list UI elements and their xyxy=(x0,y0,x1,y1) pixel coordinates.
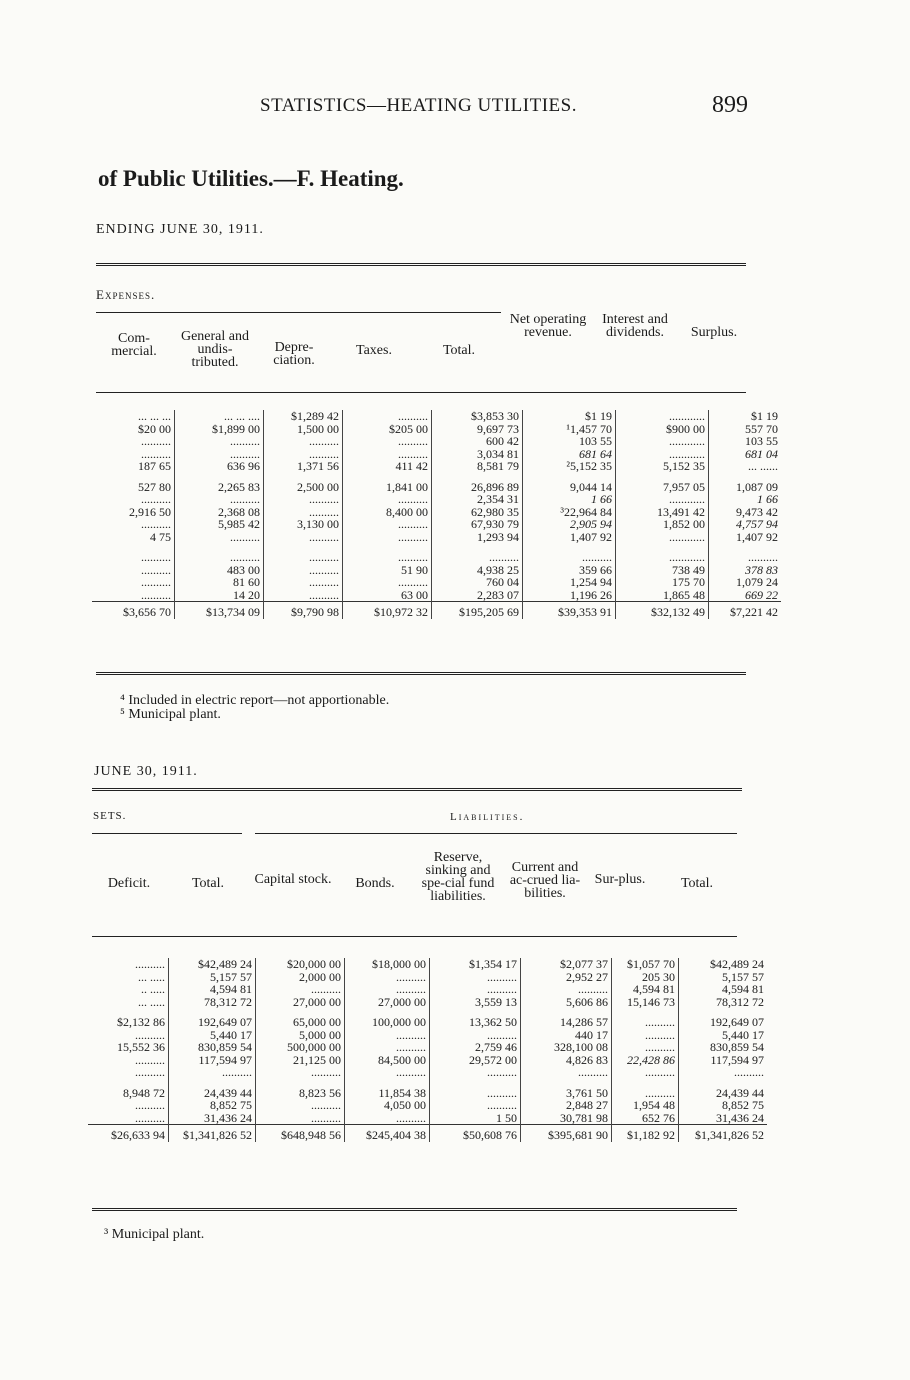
expenses-label: Expenses. xyxy=(96,287,156,302)
table-cell: 192,649 07 xyxy=(169,1008,256,1029)
table-cell: 359 66 xyxy=(523,564,616,577)
table-cell: .......... xyxy=(343,448,432,461)
table-cell: .......... xyxy=(92,435,175,448)
table-cell: 27,000 00 xyxy=(256,996,345,1009)
table-cell: .......... xyxy=(256,1112,345,1125)
table-cell: 4,938 25 xyxy=(432,564,523,577)
table-cell: $195,205 69 xyxy=(432,602,523,619)
table-cell: 1,500 00 xyxy=(264,423,343,436)
col-capital-stock: Capital stock. xyxy=(254,872,332,887)
table-cell: 81 60 xyxy=(175,576,264,589)
table-row xyxy=(92,473,781,494)
table-cell: .......... xyxy=(523,543,616,564)
table-cell: 117,594 97 xyxy=(710,1052,764,1067)
table-cell: 1,293 94 xyxy=(432,531,523,544)
table-cell: 205 30 xyxy=(612,971,679,984)
table-cell: .......... xyxy=(521,983,612,996)
table-cell: $245,404 38 xyxy=(345,1125,430,1142)
table-cell: 2,283 07 xyxy=(432,589,523,602)
table-cell: 1,407 92 xyxy=(736,529,778,544)
table-cell: $42,489 24 xyxy=(710,957,764,971)
table-cell: $10,972 32 xyxy=(343,602,432,619)
table-cell: 21,125 00 xyxy=(256,1054,345,1067)
table-cell: 2,848 27 xyxy=(521,1099,612,1112)
col-net-operating: Net operating revenue. xyxy=(509,312,587,340)
table-cell: 411 42 xyxy=(343,460,432,473)
table-cell: .. ..... xyxy=(88,983,169,996)
table-cell: 1,841 00 xyxy=(343,473,432,494)
table-cell: 4,050 00 xyxy=(345,1099,430,1112)
col-commercial: Com-mercial. xyxy=(111,331,157,359)
table-cell: 5,440 17 xyxy=(722,1027,764,1042)
table-row xyxy=(88,1066,767,1079)
table-cell: .......... xyxy=(345,1112,430,1125)
table-cell: $1,341,826 52 xyxy=(679,1125,768,1142)
table-cell: $1,341,826 52 xyxy=(169,1125,256,1142)
col-surplus-liab: Sur-plus. xyxy=(594,872,646,887)
table-cell: 62,980 35 xyxy=(432,506,523,519)
table-cell: .......... xyxy=(264,543,343,564)
footnote-5: ⁵ Municipal plant. xyxy=(120,707,221,722)
table-cell: $18,000 00 xyxy=(345,958,430,971)
table-row xyxy=(92,543,781,564)
table-cell: .......... xyxy=(92,564,175,577)
table-cell: .......... xyxy=(92,589,175,602)
col-bonds: Bonds. xyxy=(355,876,395,891)
table-cell: 483 00 xyxy=(175,564,264,577)
table-cell: $3,656 70 xyxy=(92,602,175,619)
table-cell: $648,948 56 xyxy=(256,1125,345,1142)
table-cell: 760 04 xyxy=(432,576,523,589)
table-cell: ... ...... xyxy=(748,459,778,473)
balance-table xyxy=(88,958,767,1142)
table-cell: .......... xyxy=(256,1099,345,1112)
assets-label: SETS. xyxy=(93,810,127,822)
table-row xyxy=(92,589,781,602)
table-cell: $2,132 86 xyxy=(88,1008,169,1029)
table-cell: 4,594 81 xyxy=(612,983,679,996)
table-cell: 1,087 09 xyxy=(736,479,778,494)
table-cell: 2,500 00 xyxy=(264,473,343,494)
table-cell: 4,757 94 xyxy=(736,517,778,531)
table-cell: .......... xyxy=(430,1099,521,1112)
table-row xyxy=(92,576,781,589)
table-cell: .......... xyxy=(264,506,343,519)
table-cell: $26,633 94 xyxy=(88,1125,169,1142)
table-cell: 31,436 24 xyxy=(169,1112,256,1125)
table-cell: .......... xyxy=(345,1029,430,1042)
table-cell: 9,473 42 xyxy=(736,504,778,519)
table-cell: ³22,964 84 xyxy=(523,506,616,519)
table-cell: 669 22 xyxy=(745,587,778,602)
table-cell: .......... xyxy=(343,531,432,544)
bottom-double-rule xyxy=(92,788,742,794)
table-cell: 1,079 24 xyxy=(736,575,778,589)
table-cell: 8,823 56 xyxy=(256,1079,345,1100)
table-cell: ............ xyxy=(616,531,709,544)
table-cell: .......... xyxy=(92,543,175,564)
table-cell: 2,265 83 xyxy=(175,473,264,494)
table-cell: ............ xyxy=(616,435,709,448)
table-cell: .......... xyxy=(256,983,345,996)
table-cell: 8,581 79 xyxy=(432,460,523,473)
table-cell: .......... xyxy=(92,493,175,506)
table-cell: ............ xyxy=(616,448,709,461)
table-cell: $39,353 91 xyxy=(523,602,616,619)
header-bottom-rule xyxy=(96,392,746,393)
subtitle-bottom: JUNE 30, 1911. xyxy=(94,764,198,779)
table-row xyxy=(92,531,781,544)
table-cell: 30,781 98 xyxy=(521,1112,612,1125)
col-deficit: Deficit. xyxy=(107,876,151,891)
table-cell: .......... xyxy=(748,550,778,564)
top-double-rule xyxy=(96,263,746,269)
liabilities-rule xyxy=(255,833,737,834)
table-cell: ... ... ... xyxy=(92,410,175,423)
table-cell: 527 80 xyxy=(92,473,175,494)
table-cell: 22,428 86 xyxy=(612,1054,679,1067)
top-table-end-rule xyxy=(96,672,746,678)
page-number: 899 xyxy=(712,92,748,118)
table-cell: 9,044 14 xyxy=(523,473,616,494)
table-cell: $1,182 92 xyxy=(612,1125,679,1142)
table-cell: 67,930 79 xyxy=(432,518,523,531)
table-row xyxy=(88,1008,767,1029)
table-cell: .......... xyxy=(175,435,264,448)
table-cell: 1,852 00 xyxy=(616,518,709,531)
table-cell: .......... xyxy=(612,1029,679,1042)
table-cell: .......... xyxy=(430,1029,521,1042)
totals-row xyxy=(92,602,781,619)
table-cell: .......... xyxy=(88,1066,169,1079)
table-cell: $1,057 70 xyxy=(612,958,679,971)
col-general: General and undis-tributed. xyxy=(180,329,250,370)
table-row xyxy=(88,1041,767,1054)
table-cell: .......... xyxy=(88,1029,169,1042)
table-cell: .......... xyxy=(264,589,343,602)
table-cell: .......... xyxy=(264,448,343,461)
col-reserve: Reserve, sinking and spe-cial fund liabilities. xyxy=(421,850,495,904)
table-cell: 63 00 xyxy=(343,589,432,602)
table-cell: 1,371 56 xyxy=(264,460,343,473)
table-cell: 78,312 72 xyxy=(716,994,764,1009)
table-cell: .......... xyxy=(345,1066,430,1079)
table-cell: 175 70 xyxy=(616,576,709,589)
table-cell: $1 19 xyxy=(523,410,616,423)
table-cell: 2,952 27 xyxy=(521,971,612,984)
table-cell: 5,152 35 xyxy=(616,460,709,473)
table-cell: 5,157 57 xyxy=(169,971,256,984)
footnote-3: ³ Municipal plant. xyxy=(104,1227,205,1242)
col-surplus: Surplus. xyxy=(690,325,738,340)
table-cell: 328,100 08 xyxy=(521,1041,612,1054)
table-cell: 117,594 97 xyxy=(169,1054,256,1067)
table-cell: .......... xyxy=(343,576,432,589)
table-cell: 1,865 48 xyxy=(616,589,709,602)
table-cell: 4,594 81 xyxy=(169,983,256,996)
table-cell: $2,077 37 xyxy=(521,958,612,971)
table-cell: .......... xyxy=(430,971,521,984)
table-cell: $205 00 xyxy=(343,423,432,436)
table-cell: 15,146 73 xyxy=(612,996,679,1009)
table-cell: .......... xyxy=(345,971,430,984)
table-cell: $20 00 xyxy=(92,423,175,436)
table-cell: .......... xyxy=(612,1041,679,1054)
table-cell: $13,734 09 xyxy=(175,602,264,619)
table-cell: 192,649 07 xyxy=(710,1015,764,1029)
table-cell: $42,489 24 xyxy=(169,958,256,971)
table-cell: 1,954 48 xyxy=(612,1099,679,1112)
table-cell: .......... xyxy=(175,493,264,506)
table-cell: $9,790 98 xyxy=(264,602,343,619)
table-cell: 24,439 44 xyxy=(716,1085,764,1100)
table-cell: 636 96 xyxy=(175,460,264,473)
table-cell: 11,854 38 xyxy=(345,1079,430,1100)
table-cell: .......... xyxy=(734,1065,764,1079)
table-cell: 3,761 50 xyxy=(521,1079,612,1100)
table-cell: 500,000 00 xyxy=(256,1041,345,1054)
table-cell: .......... xyxy=(264,493,343,506)
table-cell: 1 66 xyxy=(757,492,778,506)
table-cell: .......... xyxy=(88,1112,169,1125)
table-cell: 7,957 05 xyxy=(616,473,709,494)
table-cell: 78,312 72 xyxy=(169,996,256,1009)
table-cell: 187 65 xyxy=(92,460,175,473)
table-cell: .......... xyxy=(175,543,264,564)
table-cell: 600 42 xyxy=(432,435,523,448)
table-cell: $1,354 17 xyxy=(430,958,521,971)
bottom-table-end-rule xyxy=(92,1208,737,1214)
table-cell: .......... xyxy=(430,1079,521,1100)
table-cell: .......... xyxy=(343,518,432,531)
table-cell: 65,000 00 xyxy=(256,1008,345,1029)
table-row xyxy=(88,983,767,996)
liabilities-label: Liabilities. xyxy=(450,811,525,823)
table-cell: 681 64 xyxy=(523,448,616,461)
table-cell: .......... xyxy=(521,1066,612,1079)
table-cell: 652 76 xyxy=(612,1112,679,1125)
table-cell: 2,000 00 xyxy=(256,971,345,984)
table-cell: 738 49 xyxy=(616,564,709,577)
table-cell: .......... xyxy=(343,410,432,423)
table-cell: 2,368 08 xyxy=(175,506,264,519)
table-cell: 2,759 46 xyxy=(430,1041,521,1054)
table-row xyxy=(92,435,781,448)
table-cell: 2,916 50 xyxy=(92,506,175,519)
subtitle-top: ENDING JUNE 30, 1911. xyxy=(96,222,264,237)
section-title: of Public Utilities.—F. Heating. xyxy=(98,166,404,191)
col-taxes: Taxes. xyxy=(356,343,392,358)
totals-row xyxy=(88,1125,767,1142)
table-cell: 4,594 81 xyxy=(722,982,764,996)
table-cell: 84,500 00 xyxy=(345,1054,430,1067)
table-cell: .......... xyxy=(169,1066,256,1079)
table-cell: .......... xyxy=(264,435,343,448)
footnote-4: ⁴ Included in electric report—not apportionable. xyxy=(120,693,390,708)
table-row xyxy=(92,493,781,506)
table-cell: 29,572 00 xyxy=(430,1054,521,1067)
table-cell: 14,286 57 xyxy=(521,1008,612,1029)
table-row xyxy=(88,1079,767,1100)
table-cell: .......... xyxy=(343,435,432,448)
table-cell: .......... xyxy=(92,518,175,531)
table-cell: .......... xyxy=(175,448,264,461)
table-cell: .......... xyxy=(88,1099,169,1112)
table-cell: .......... xyxy=(88,958,169,971)
table-cell: 14 20 xyxy=(175,589,264,602)
table-cell: 27,000 00 xyxy=(345,996,430,1009)
table-cell: .......... xyxy=(92,448,175,461)
table-cell: 13,491 42 xyxy=(616,506,709,519)
table-cell: 1,407 92 xyxy=(523,531,616,544)
table-cell: .......... xyxy=(264,531,343,544)
table-cell: 1,254 94 xyxy=(523,576,616,589)
table-cell: $3,853 30 xyxy=(432,410,523,423)
table-cell: .......... xyxy=(264,564,343,577)
table-cell: ............ xyxy=(616,493,709,506)
table-cell: 3,130 00 xyxy=(264,518,343,531)
table-cell: 8,852 75 xyxy=(169,1099,256,1112)
expenses-table xyxy=(92,410,781,619)
running-title: STATISTICS—HEATING UTILITIES. xyxy=(260,95,577,116)
table-cell: 13,362 50 xyxy=(430,1008,521,1029)
table-cell: 681 04 xyxy=(745,446,778,461)
table-cell: 5,157 57 xyxy=(722,969,764,984)
table-cell: .......... xyxy=(430,983,521,996)
table-row xyxy=(88,996,767,1009)
table-cell: ¹1,457 70 xyxy=(523,423,616,436)
table-cell: ... ..... xyxy=(88,996,169,1009)
table-cell: .......... xyxy=(612,1066,679,1079)
table-cell: 1,196 26 xyxy=(523,589,616,602)
table-cell: 4 75 xyxy=(92,531,175,544)
table-cell: 830,859 54 xyxy=(710,1040,764,1054)
table-cell: $395,681 90 xyxy=(521,1125,612,1142)
table-cell: 5,606 86 xyxy=(521,996,612,1009)
table-cell: 8,852 75 xyxy=(722,1098,764,1112)
table-cell: 378 83 xyxy=(745,562,778,577)
table-cell: 51 90 xyxy=(343,564,432,577)
expenses-rule xyxy=(96,312,501,313)
table-cell: .......... xyxy=(612,1079,679,1100)
table-cell: .......... xyxy=(175,531,264,544)
table-row xyxy=(92,410,781,423)
table-cell: 103 55 xyxy=(523,435,616,448)
table-cell: 557 70 xyxy=(745,421,778,436)
table-cell: 9,697 73 xyxy=(432,423,523,436)
table-cell: $1,899 00 xyxy=(175,423,264,436)
table-cell: 8,400 00 xyxy=(343,506,432,519)
table-row xyxy=(92,518,781,531)
table-cell: 5,985 42 xyxy=(175,518,264,531)
col-total-liab: Total. xyxy=(680,876,714,891)
table-cell: .......... xyxy=(345,983,430,996)
table-cell: .......... xyxy=(345,1041,430,1054)
table-cell: $50,608 76 xyxy=(430,1125,521,1142)
table-cell: 5,000 00 xyxy=(256,1029,345,1042)
table-row xyxy=(88,1112,767,1125)
table-cell: 3,559 13 xyxy=(430,996,521,1009)
table-cell: $7,221 42 xyxy=(709,602,782,619)
table-cell: $1 19 xyxy=(751,409,778,423)
table-cell: 3,034 81 xyxy=(432,448,523,461)
table-cell: $1,289 42 xyxy=(264,410,343,423)
table-cell: 830,859 54 xyxy=(169,1041,256,1054)
table-cell: 2,354 31 xyxy=(432,493,523,506)
table-cell: 24,439 44 xyxy=(169,1079,256,1100)
table-cell: $32,132 49 xyxy=(616,602,709,619)
table-cell: 31,436 24 xyxy=(716,1110,764,1125)
table-cell: .......... xyxy=(343,493,432,506)
table-cell: 2,905 94 xyxy=(523,518,616,531)
col-depreciation: Depre-ciation. xyxy=(273,340,315,368)
table-cell: ²5,152 35 xyxy=(523,460,616,473)
table-cell: 15,552 36 xyxy=(88,1041,169,1054)
table-cell: .......... xyxy=(432,543,523,564)
table-row xyxy=(88,958,767,971)
assets-rule xyxy=(92,833,242,834)
table-cell: ... ... .... xyxy=(175,410,264,423)
table-cell: .......... xyxy=(88,1054,169,1067)
balance-header-bottom-rule xyxy=(92,936,737,937)
table-cell: 1 66 xyxy=(523,493,616,506)
table-cell: .......... xyxy=(430,1066,521,1079)
table-cell: .......... xyxy=(256,1066,345,1079)
table-cell: 26,896 89 xyxy=(432,473,523,494)
col-interest: Interest and dividends. xyxy=(602,312,668,340)
table-cell: 5,440 17 xyxy=(169,1029,256,1042)
table-cell: $900 00 xyxy=(616,423,709,436)
table-cell: $20,000 00 xyxy=(256,958,345,971)
table-row xyxy=(88,1099,767,1112)
table-cell: 4,826 83 xyxy=(521,1054,612,1067)
col-current: Current and ac-crued lia-bilities. xyxy=(509,860,581,901)
table-row xyxy=(92,460,781,473)
table-cell: 440 17 xyxy=(521,1029,612,1042)
table-cell: .......... xyxy=(264,576,343,589)
table-cell: 1 50 xyxy=(430,1112,521,1125)
col-total-expenses: Total. xyxy=(442,343,476,358)
table-cell: ............ xyxy=(616,543,709,564)
table-cell: 8,948 72 xyxy=(88,1079,169,1100)
table-cell: 100,000 00 xyxy=(345,1008,430,1029)
table-cell: 103 55 xyxy=(745,434,778,448)
table-cell: ............ xyxy=(616,410,709,423)
table-cell: .......... xyxy=(612,1008,679,1029)
table-cell: .......... xyxy=(92,576,175,589)
col-total-assets: Total. xyxy=(191,876,225,891)
table-cell: ... ..... xyxy=(88,971,169,984)
table-cell: .......... xyxy=(343,543,432,564)
